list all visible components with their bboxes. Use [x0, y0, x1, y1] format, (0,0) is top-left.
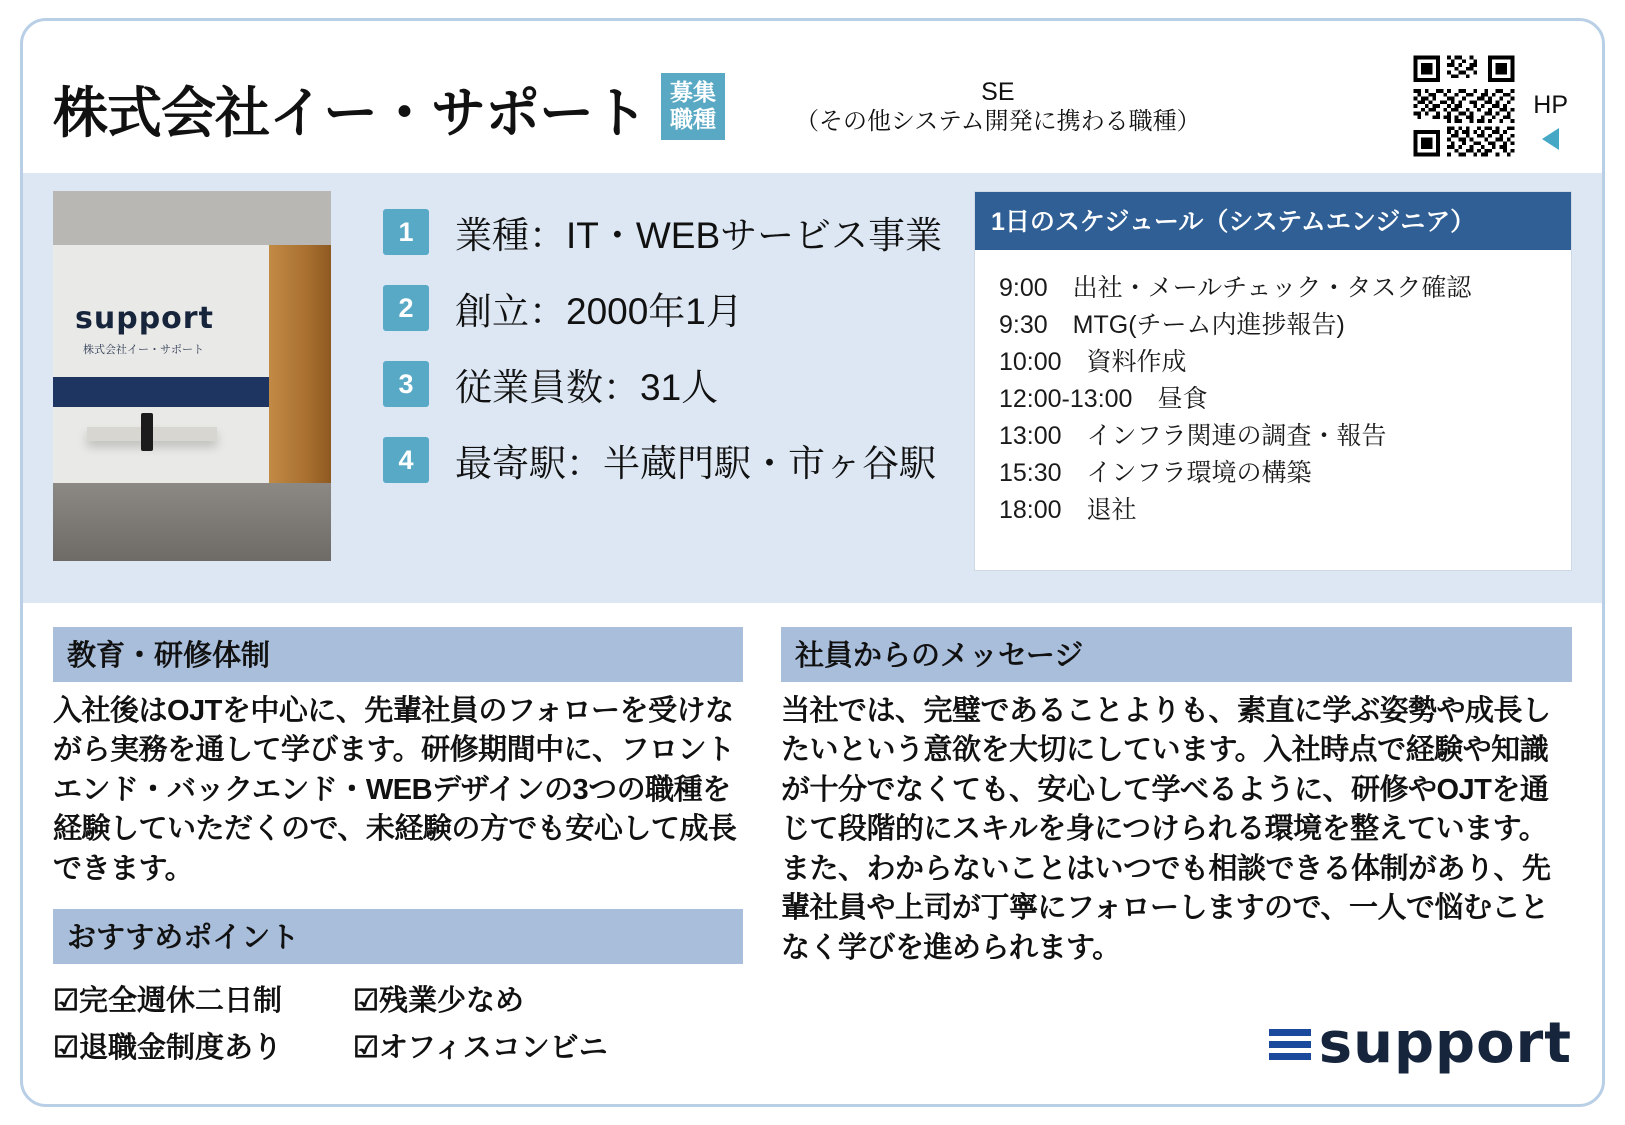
point-item: ☑完全週休二日制 — [53, 985, 282, 1018]
fact-number: 3 — [383, 361, 429, 407]
photo-floor — [53, 483, 331, 561]
schedule-item: 15:30 インフラ環境の構築 — [999, 459, 1312, 487]
education-section-title: 教育・研修体制 — [53, 627, 743, 682]
fact-row — [383, 205, 956, 259]
job-category-badge — [661, 73, 725, 140]
job-badge-line2: 職種 — [670, 106, 717, 133]
photo-logo-subtext: 株式会社イー・サポート — [83, 344, 204, 356]
hp-link-group[interactable] — [1407, 49, 1568, 163]
schedule-item: 9:30 MTG(チーム内進捗報告) — [999, 311, 1345, 339]
right-column — [781, 627, 1572, 1077]
job-title-note: （その他システム開発に携わる職種） — [795, 107, 1201, 135]
points-list — [53, 978, 743, 1066]
schedule-list — [975, 250, 1571, 529]
schedule-item: 10:00 資料作成 — [999, 348, 1187, 376]
qr-code-icon[interactable] — [1407, 49, 1521, 163]
fact-text: 従業員数：31人 — [455, 367, 719, 408]
fact-number: 4 — [383, 437, 429, 483]
bottom-sections — [23, 603, 1602, 1077]
photo-blue-band — [53, 377, 269, 407]
company-info-band — [23, 173, 1602, 603]
left-column — [53, 627, 743, 1066]
office-photo — [53, 191, 331, 561]
message-section-body: 当社では、完璧であることよりも、素直に学ぶ姿勢や成長したいという意欲を大切にしています。入社時点で経験や知識が十分でなくても、安心して学べるように、研修やOJTを通じて段階的にスキルを身につけられる環境を整えています。また、わからないことはいつでも相談できる体制があり、先輩社員や上司が丁寧にフォローしますので、一人で悩むことなく学びを進められます。 — [781, 695, 1551, 964]
fact-number: 1 — [383, 209, 429, 255]
poster-card — [20, 18, 1605, 1107]
page-title: 株式会社イー・サポート — [53, 82, 648, 144]
company-logo — [1269, 1011, 1572, 1077]
hp-label-group — [1533, 93, 1568, 150]
points-section-title: おすすめポイント — [53, 909, 743, 964]
logo-wordmark: support — [1318, 1011, 1572, 1077]
fact-text: 業種：IT・WEBサービス事業 — [455, 215, 943, 256]
schedule-title: 1日のスケジュール（システムエンジニア） — [975, 192, 1571, 250]
hp-label: HP — [1533, 91, 1568, 119]
fact-row — [383, 357, 956, 411]
photo-logo-text: support — [75, 301, 214, 336]
daily-schedule-panel — [974, 191, 1572, 571]
point-item: ☑オフィスコンビニ — [353, 1032, 608, 1065]
schedule-item: 18:00 退社 — [999, 496, 1137, 524]
photo-counter-post — [141, 413, 153, 451]
point-item: ☑残業少なめ — [353, 985, 524, 1018]
message-section-title: 社員からのメッセージ — [781, 627, 1572, 682]
fact-row — [383, 281, 956, 335]
schedule-item: 12:00-13:00 昼食 — [999, 385, 1208, 413]
education-section-body: 入社後はOJTを中心に、先輩社員のフォローを受けながら実務を通して学びます。研修期間中に、フロントエンド・バックエンド・WEBデザインの3つの職種を経験していただくので、未経験の方でも安心して成長できます。 — [53, 695, 737, 885]
point-item: ☑退職金制度あり — [53, 1032, 282, 1065]
fact-text: 最寄駅：半蔵門駅・市ヶ谷駅 — [455, 443, 936, 484]
play-arrow-icon — [1542, 128, 1559, 150]
fact-row — [383, 433, 956, 487]
fact-number: 2 — [383, 285, 429, 331]
schedule-item: 13:00 インフラ関連の調査・報告 — [999, 422, 1387, 450]
job-title: SE — [981, 78, 1015, 106]
logo-bars-icon — [1269, 1029, 1311, 1060]
header — [23, 21, 1602, 173]
photo-upper-wall — [53, 191, 331, 245]
schedule-item: 9:00 出社・メールチェック・タスク確認 — [999, 274, 1472, 302]
job-badge-line1: 募集 — [670, 79, 717, 105]
fact-text: 創立：2000年1月 — [455, 291, 743, 332]
photo-wood-panel — [269, 245, 331, 483]
job-title-group — [795, 79, 1201, 137]
company-facts-list — [349, 191, 956, 509]
